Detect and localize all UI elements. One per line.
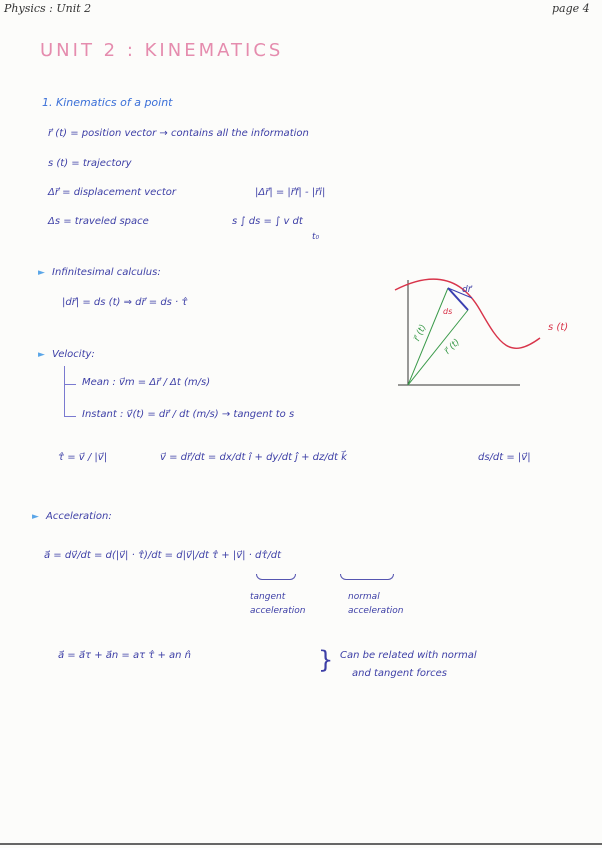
normal-acceleration-label: normal acceleration (348, 592, 404, 616)
integral-limit: t₀ (312, 232, 320, 242)
section-kinematics-point: 1. Kinematics of a point (42, 96, 173, 109)
line-displacement: Δr⃗ = displacement vector (48, 187, 176, 198)
note-line-1: Can be related with normal (340, 650, 477, 661)
acceleration-equation: a⃗ = dv⃗/dt = d(|v⃗| · τ̂)/dt = d|v⃗|/dt τ̂ + |v⃗| · dτ̂/dt (44, 550, 282, 561)
normal-brace (340, 574, 394, 580)
diagram-label-ds: ds (443, 307, 453, 316)
note-brace-icon: } (318, 646, 334, 674)
acceleration-sum: a⃗ = a⃗τ + a⃗n = aτ τ̂ + an n̂ (58, 650, 192, 661)
line-traveled-space: Δs = traveled space (48, 216, 149, 227)
traveled-space-equation: s ∫ ds = ∫ v dt (232, 216, 303, 227)
velocity-branch-mean (64, 384, 76, 385)
diagram-label-dr: dr⃗ (462, 285, 472, 295)
line-trajectory: s (t) = trajectory (48, 158, 132, 169)
page-number: page 4 (552, 2, 590, 15)
line-position: r⃗ (t) = position vector → contains all the information (48, 128, 309, 139)
velocity-instant: Instant : v⃗(t) = dr⃗ / dt (m/s) → tangent to s (82, 409, 295, 420)
displacement-equation: |Δr⃗| = |r⃗f| - |r⃗i| (255, 187, 326, 198)
tangent-brace (256, 574, 296, 580)
bullet-icon: ► (38, 350, 45, 360)
tangent-acceleration-label: tangent acceleration (250, 592, 306, 616)
section-velocity: Velocity: (52, 349, 95, 360)
section-acceleration: Acceleration: (46, 511, 112, 522)
diagram-label-s: s (t) (548, 322, 569, 333)
bullet-icon: ► (32, 512, 39, 522)
diagram-label-r1: r⃗ (t) (412, 323, 429, 343)
speed-equation: ds/dt = |v⃗| (478, 452, 531, 463)
velocity-branch-instant (64, 416, 76, 417)
bottom-rule (0, 843, 602, 845)
velocity-branch-line (64, 366, 65, 416)
velocity-components: v⃗ = dr⃗/dt = dx/dt î + dy/dt ĵ + dz/dt k⃗ (160, 452, 347, 463)
diagram-label-r2: r⃗ (t) (442, 337, 463, 357)
velocity-mean: Mean : v⃗m = Δr⃗ / Δt (m/s) (82, 377, 211, 388)
header-subject: Physics : Unit 2 (4, 2, 92, 15)
section-infinitesimal: Infinitesimal calculus: (52, 267, 161, 278)
infinitesimal-equation: |dr⃗| = ds (t) ⇒ dr⃗ = ds · τ̂ (62, 297, 188, 308)
page-title: UNIT 2 : KINEMATICS (40, 40, 284, 61)
bullet-icon: ► (38, 268, 45, 278)
unit-tangent-equation: τ̂ = v⃗ / |v⃗| (58, 452, 108, 463)
note-line-2: and tangent forces (352, 668, 447, 679)
